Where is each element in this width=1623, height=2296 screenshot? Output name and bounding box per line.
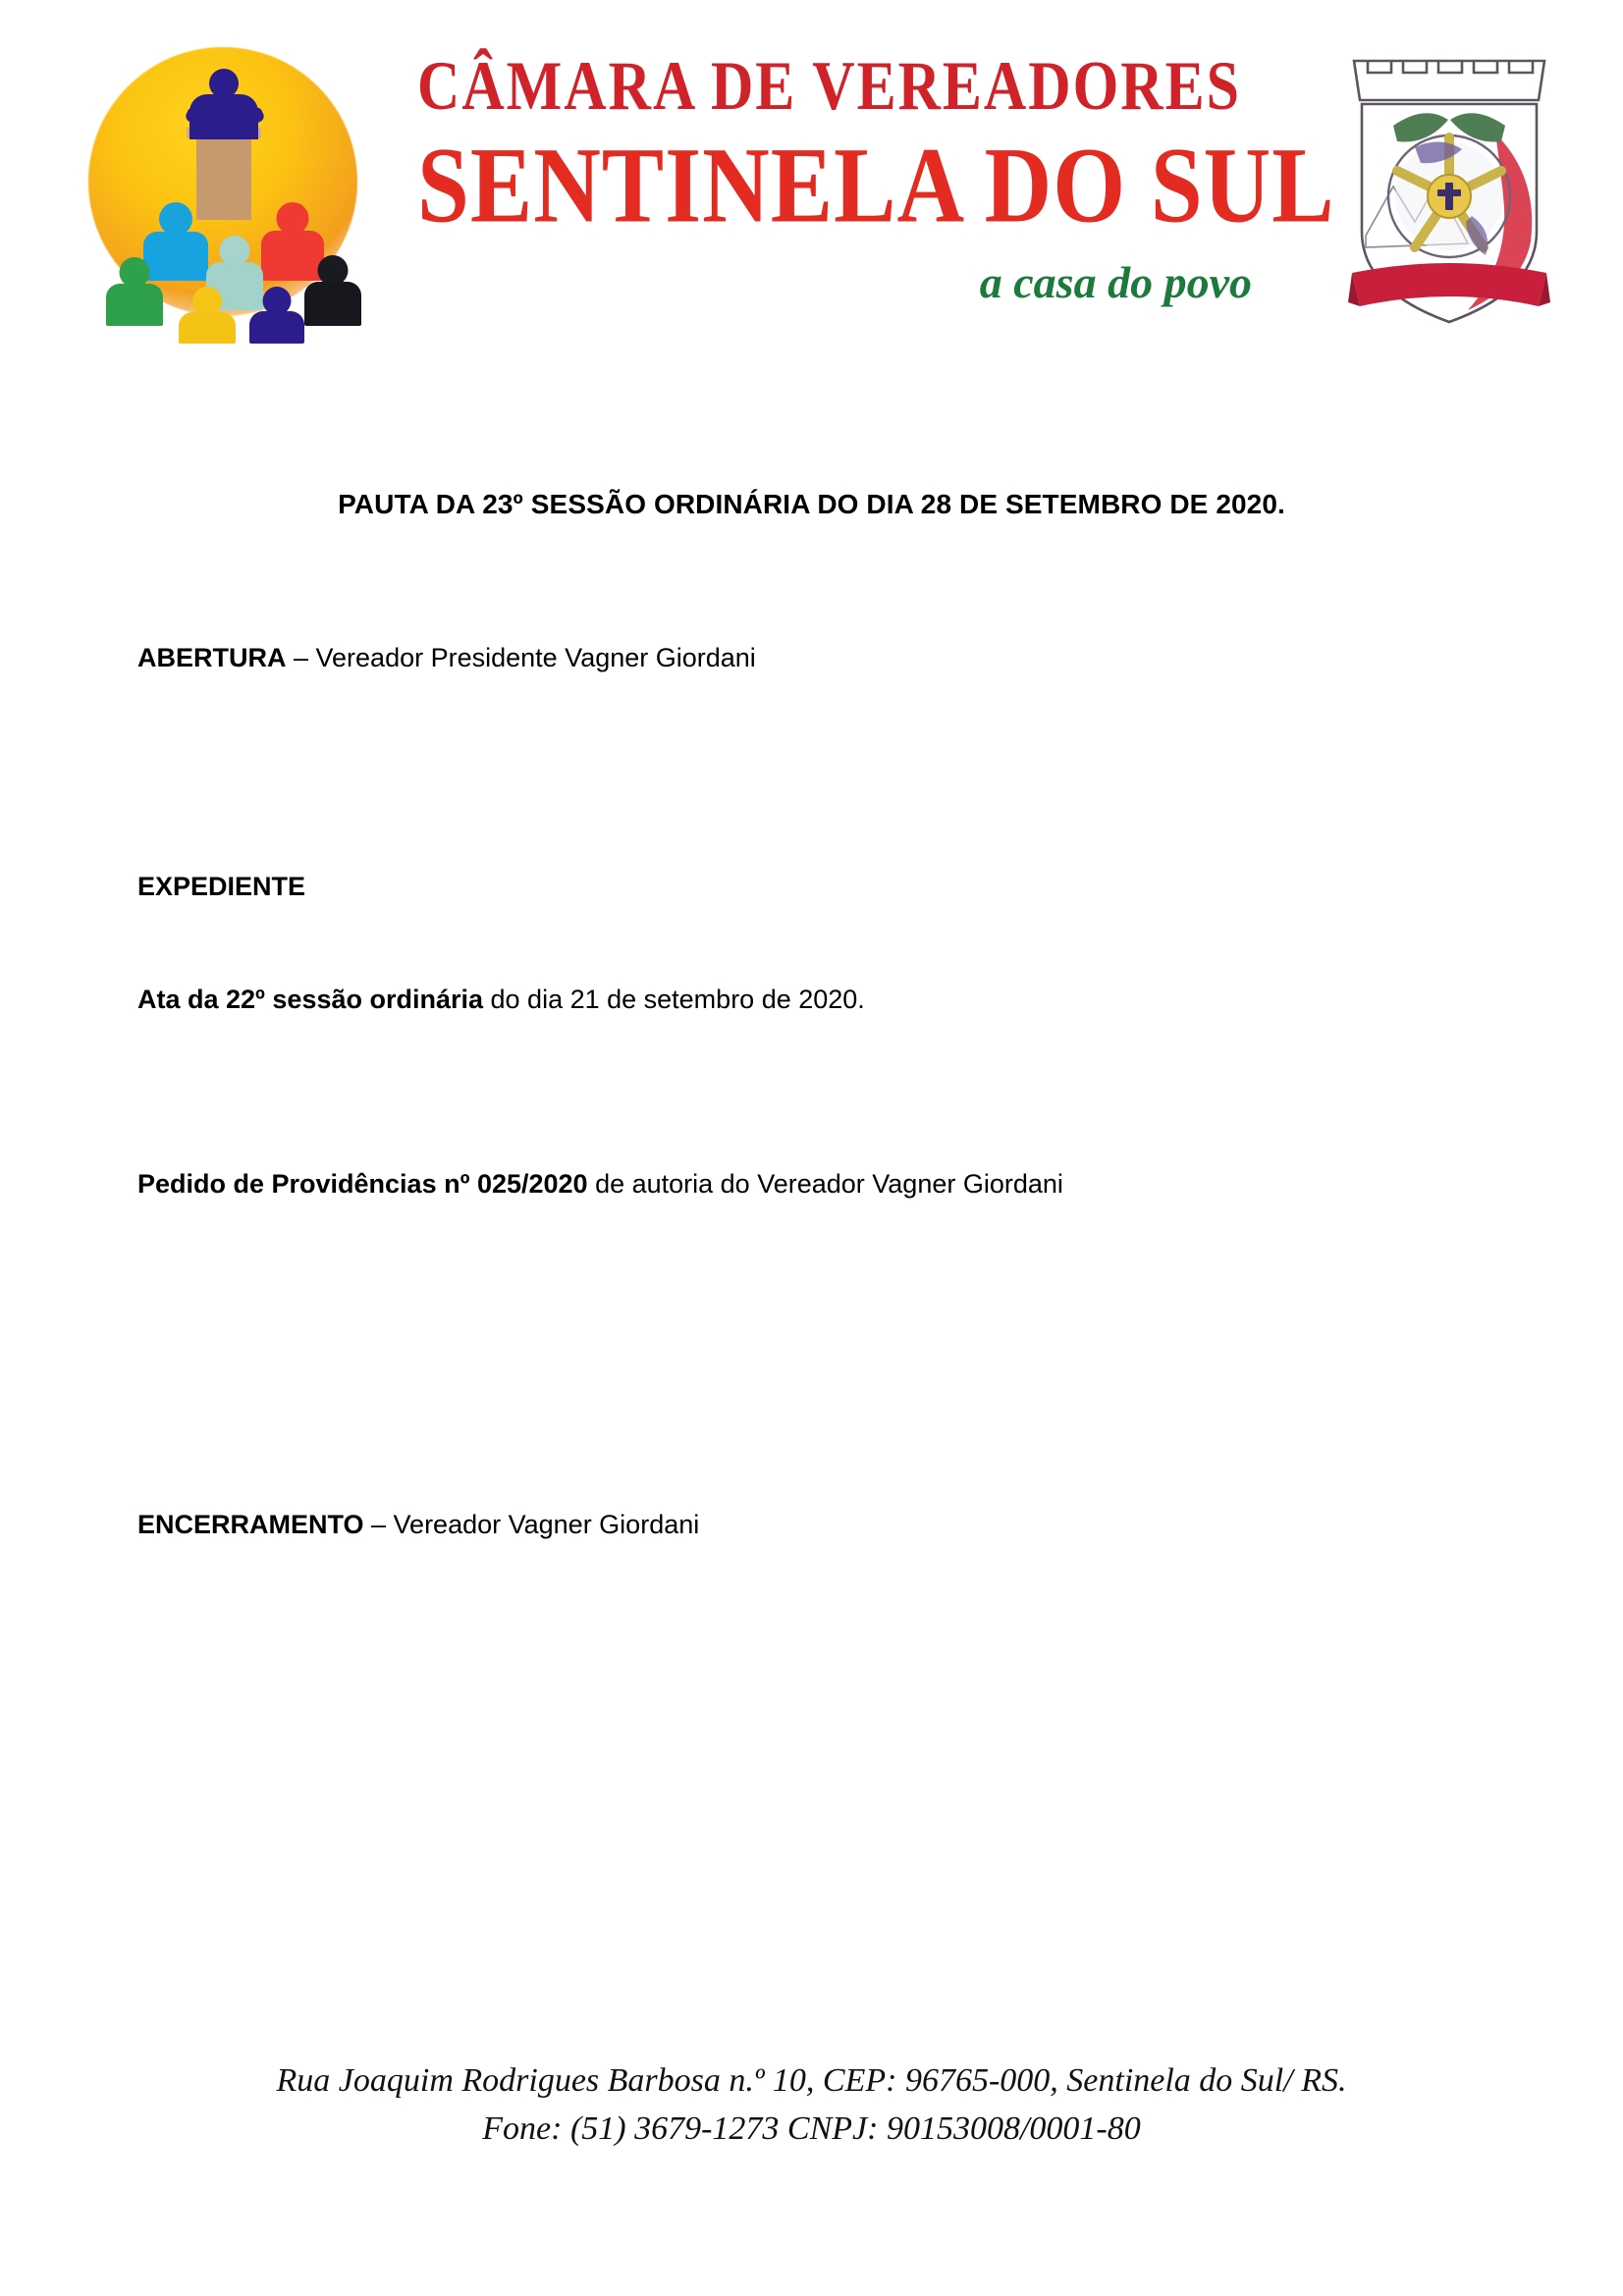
figure-navy-icon xyxy=(249,287,304,344)
figure-black-icon xyxy=(304,255,361,326)
letterhead xyxy=(0,0,1623,373)
figure-body xyxy=(179,312,236,344)
section-ata xyxy=(137,982,1502,1017)
section-abertura xyxy=(137,640,1502,675)
institution-wordmark xyxy=(417,47,1335,307)
pedido-text: de autoria do Vereador Vagner Giordani xyxy=(587,1169,1063,1199)
coat-of-arms-icon xyxy=(1346,39,1552,334)
people-assembly-emblem-icon xyxy=(71,29,375,334)
encerramento-text: – Vereador Vagner Giordani xyxy=(363,1510,700,1539)
page-title: PAUTA DA 23º SESSÃO ORDINÁRIA DO DIA 28 DE SETEMBRO DE 2020. xyxy=(338,489,1285,519)
footer-contact-line: Fone: (51) 3679-1273 CNPJ: 90153008/0001-80 xyxy=(482,2110,1141,2148)
figure-head xyxy=(159,202,192,236)
figure-green-icon xyxy=(106,257,163,326)
ata-label: Ata da 22º sessão ordinária xyxy=(137,985,484,1014)
figure-body xyxy=(304,282,361,326)
page-footer xyxy=(0,2056,1623,2154)
abertura-label: ABERTURA xyxy=(137,643,287,672)
encerramento-label: ENCERRAMENTO xyxy=(137,1510,364,1539)
wordmark-tagline: a casa do povo xyxy=(979,257,1252,307)
pedido-label: Pedido de Providências nº 025/2020 xyxy=(137,1169,588,1199)
section-expediente xyxy=(137,869,1502,904)
figure-speaker-icon xyxy=(189,69,258,139)
ata-text: do dia 21 de setembro de 2020. xyxy=(483,985,865,1014)
wordmark-line-camara-de-vereadores: CÂMARA DE VEREADORES xyxy=(417,47,1241,125)
expediente-label: EXPEDIENTE xyxy=(137,872,306,901)
figure-body xyxy=(106,284,163,326)
abertura-text: – Vereador Presidente Vagner Giordani xyxy=(286,643,756,672)
footer-address-line: Rua Joaquim Rodrigues Barbosa n.º 10, CEP: 96765-000, Sentinela do Sul/ RS. xyxy=(276,2062,1347,2099)
section-pedido-providencias xyxy=(137,1166,1502,1201)
wordmark-line-sentinela-do-sul: SENTINELA DO SUL xyxy=(417,125,1335,245)
figure-body xyxy=(249,311,304,344)
section-encerramento xyxy=(137,1507,1502,1542)
figure-yellow-icon xyxy=(179,287,236,344)
